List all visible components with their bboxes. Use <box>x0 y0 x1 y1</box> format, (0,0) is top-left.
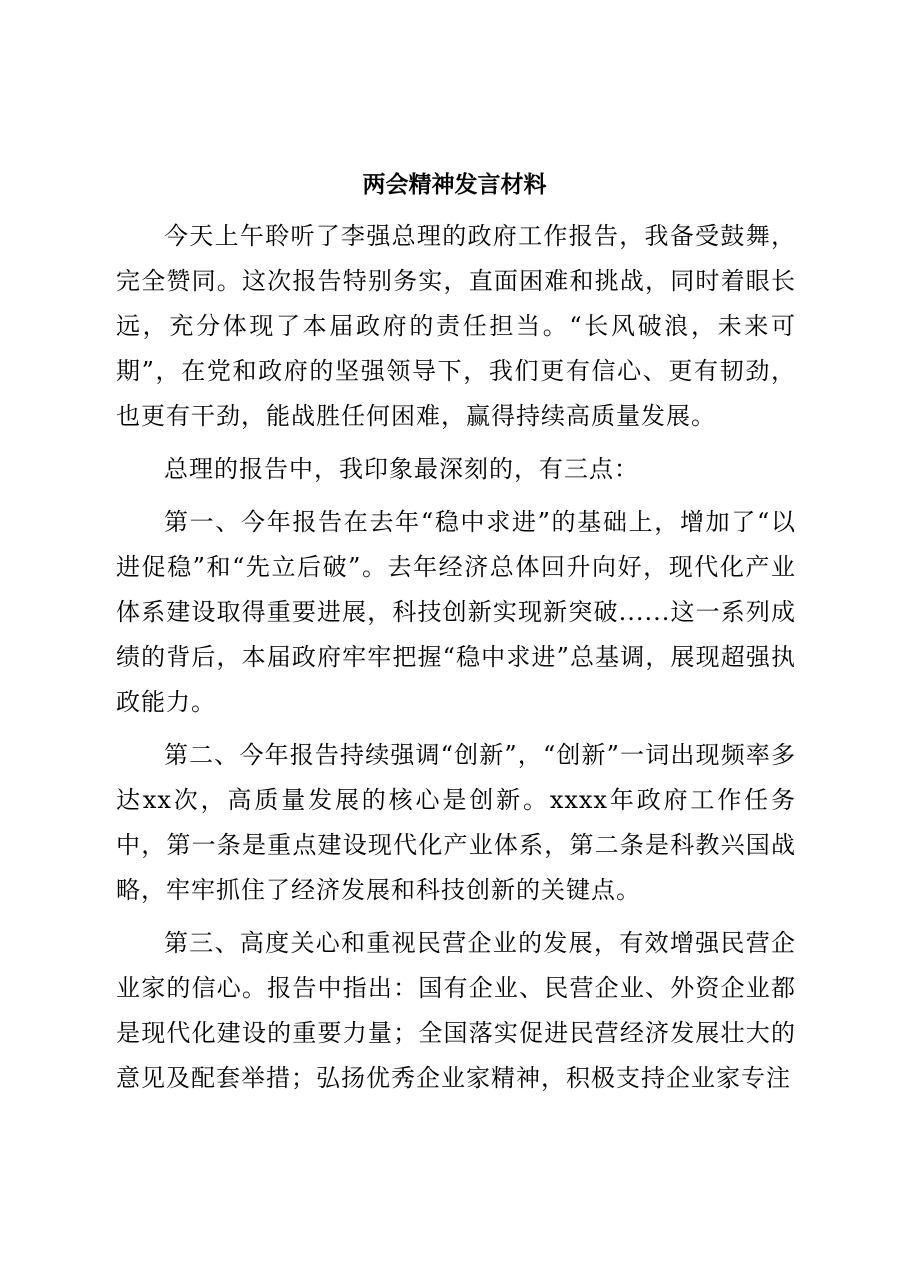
paragraph-5: 第三、高度关心和重视民营企业的发展，有效增强民营企业家的信心。报告中指出：国有企业、民营企业、外资企业都是现代化建设的重要力量；全国落实促进民营经济发展壮大的意见及配套举措；弘扬优秀企业家精神，积极支持企业家专注 <box>116 929 796 1092</box>
paragraph-4: 第二、今年报告持续强调“创新”，“创新”一词出现频率多达xx次，高质量发展的核心是创新。xxxx年政府工作任务中，第一条是重点建设现代化产业体系，第二条是科教兴国战略，牢牢抓住了经济发展和科技创新的关键点。 <box>116 741 796 904</box>
paragraph-2: 总理的报告中，我印象最深刻的，有三点： <box>164 455 639 483</box>
document-body <box>116 214 796 1109</box>
document-title: 两会精神发言材料 <box>362 171 547 198</box>
paragraph-1: 今天上午聆听了李强总理的政府工作报告，我备受鼓舞，完全赞同。这次报告特别务实，直面困难和挑战，同时着眼长远，充分体现了本届政府的责任担当。“长风破浪，未来可期”，在党和政府的坚强领导下，我们更有信心、更有韧劲，也更有干劲，能战胜任何困难，赢得持续高质量发展。 <box>116 222 796 430</box>
paragraph-3: 第一、今年报告在去年“稳中求进”的基础上，增加了“以进促稳”和“先立后破”。去年经济总体回升向好，现代化产业体系建设取得重要进展，科技创新实现新突破......这一系列成绩的背后，本届政府牢牢把握“稳中求进”总基调，展现超强执政能力。 <box>116 508 796 716</box>
